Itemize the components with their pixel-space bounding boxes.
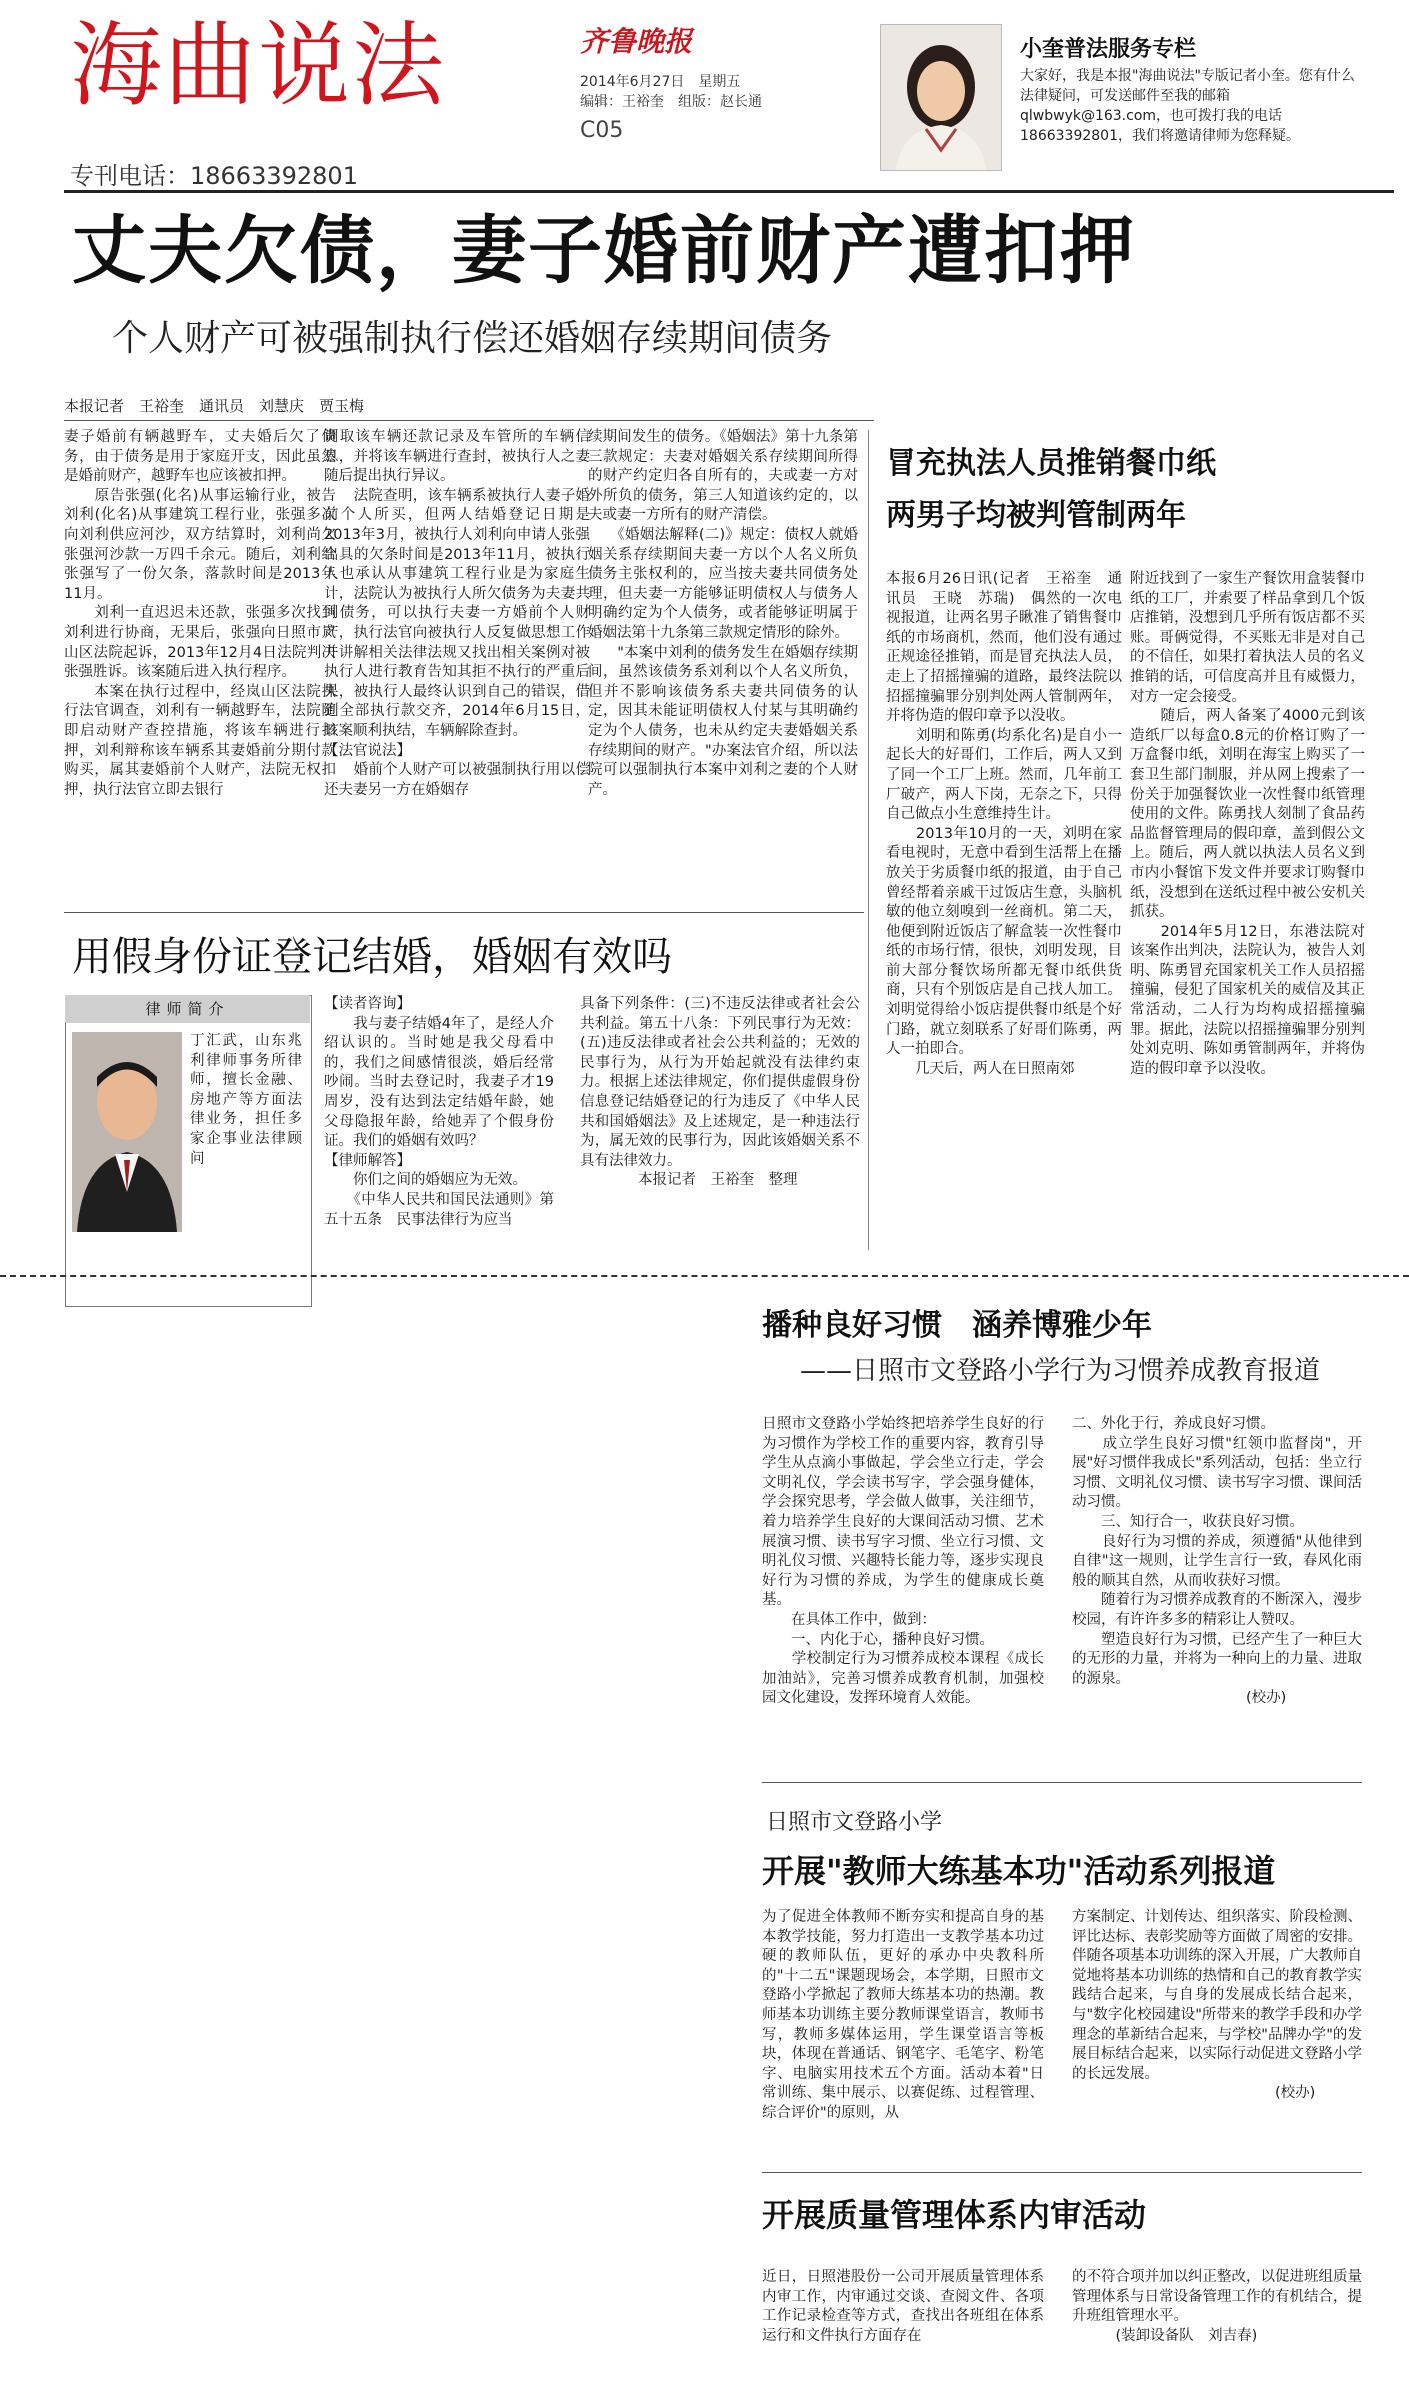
story2-headline-1: 冒充执法人员推销餐巾纸: [886, 446, 1216, 481]
column-intro: 大家好，我是本报"海曲说法"专版记者小奎。您有什么法律疑问，可发送邮件至我的邮箱qlwbwyk@163.com，也可拨打我的电话18663392801，我们将邀请律师为您释疑。: [1020, 68, 1355, 144]
lawyer-bio: 丁汇武，山东兆利律师事务所律师，擅长金融、房地产等方面法律业务，担任多家企事业法律顾问: [190, 1033, 302, 1167]
story3-column-1: 【读者咨询】 我与妻子结婚4年了，是经人介绍认识的。当时她是我父母看中的，我们之间感情很淡，婚后经常吵闹。当时去登记时，我妻子才19周岁，没有达到法定结婚年龄，她父母隐报年龄，给她弄了个假身份证。我们的婚姻有效吗？ 【律师解答】 你们之间的婚姻应为无效。 《中华人民共和国民法通则》第五十五条 民事法律行为应当: [324, 996, 554, 1228]
story6-column-1: 近日，日照港股份一公司开展质量管理体系内审工作，内审通过交谈、查阅文件、各项工作记录检查等方式，查找出各班组在体系运行和文件执行方面存在: [762, 2269, 1044, 2344]
lead-column-1: 妻子婚前有辆越野车，丈夫婚后欠了债务，由于债务是用于家庭开支，因此虽然是婚前财产，越野车也应该被扣押。 原告张强(化名)从事运输行业，被告刘利(化名)从事建筑工程行业，张强多次向刘利供应河沙，双方结算时，刘利尚欠张强河沙款一万四千余元。随后，刘利给张强写了一份欠条，落款时间是2013年11月。 刘利一直迟迟未还款，张强多次找到刘利进行协商，无果后，张强向日照市岚山区法院起诉，2013年12月4日法院判决张强胜诉。该案随后进入执行程序。 本案在执行过程中，经岚山区法院执行法官调查，刘利有一辆越野车，法院随即启动财产查控措施，将该车辆进行扣押，刘利辩称该车辆系其妻婚前分期付款购买，属其妻婚前个人财产，法院无权扣押，执行法官立即去银行: [64, 429, 336, 798]
lead-column-2: 调取该车辆还款记录及车管所的车辆信息，并将该车辆进行查封，被执行人之妻随后提出执行异议。 法院查明，该车辆系被执行人妻子婚前个人所买，但两人结婚登记日期是2013年3月，被执行人刘利向申请人张强出具的欠条时间是2013年11月，被执行人也承认从事建筑工程行业是为家庭生计，法院认为被执行人所欠债务为夫妻共同债务，可以执行夫妻一方婚前个人财产，执行法官向被执行人反复做思想工作并讲解相关法律法规又找出相关案例对被执行人进行教育告知其拒不执行的严重后果，被执行人最终认识到自己的错误，借到全部执行款交齐，2014年6月15日，该案顺利执结，车辆解除查封。 【法官说法】 婚前个人财产可以被强制执行用以偿还夫妻另一方在婚姻存: [324, 429, 590, 798]
story4-column-1: 日照市文登路小学始终把培养学生良好的行为习惯作为学校工作的重要内容，教育引导学生从点滴小事做起，学会坐立行走，学会文明礼仪，学会读书写字，学会强身健体，学会探究思考，学会做人做事，关注细节，着力培养学生良好的大课间活动习惯、艺术展演习惯、读书写字习惯、坐立行习惯、文明礼仪习惯、兴趣特长能力等，逐步实现良好行为习惯的养成，为学生的健康成长奠基。 在具体工作中，做到： 一、内化于心，播种良好习惯。 学校制定行为习惯养成校本课程《成长加油站》，完善习惯养成教育机制，加强校园文化建设，发挥环境育人效能。: [762, 1416, 1044, 1707]
newspaper-logo: 齐鲁晚报: [580, 25, 693, 58]
story2-divider: [868, 430, 869, 1250]
lead-subhead: 个人财产可被强制执行偿还婚姻存续期间债务: [112, 318, 833, 359]
story2-headline-2: 两男子均被判管制两年: [886, 498, 1186, 533]
column-title: 小奎普法服务专栏: [1020, 37, 1197, 62]
story6-rule: [762, 2172, 1362, 2173]
lead-rule: [64, 420, 874, 421]
story4-subhead: ——日照市文登路小学行为习惯养成教育报道: [800, 1356, 1321, 1386]
story3-column-2: 具备下列条件：(三)不违反法律或者社会公共利益。第五十八条：下列民事行为无效：(五)违反法律或者社会公共利益的；无效的民事行为，从行为开始起就没有法律约束力。根据上述法律规定，你们提供虚假身份信息登记结婚登记的行为违反了《中华人民共和国婚姻法》及上述规定，是一种违法行为，属无效的民事行为，因此该婚姻关系不具有法律效力。 本报记者 王裕奎 整理: [580, 996, 860, 1189]
story5-rule: [762, 1782, 1362, 1783]
header-rule: [64, 190, 1394, 193]
lawyer-photo: [72, 1032, 182, 1232]
story5-kicker: 日照市文登路小学: [766, 1810, 943, 1835]
story3-headline: 用假身份证登记结婚，婚姻有效吗: [72, 934, 672, 980]
page-number: C05: [580, 118, 624, 143]
issue-date: 2014年6月27日 星期五: [580, 74, 741, 90]
lead-headline: 丈夫欠债，妻子婚前财产遭扣押: [72, 208, 1136, 294]
lawyer-box-title: 律师简介: [65, 995, 310, 1023]
story2-column-1: 本报6月26日讯(记者 王裕奎 通讯员 王晓 苏瑞) 偶然的一次电视报道，让两名男子瞅准了销售餐巾纸的市场商机，然而，他们没有通过正规途径推销，而是冒充执法人员，走上了招摇撞骗的道路，最终法院以招摇撞骗罪分别判处两人管制两年，并将伪造的假印章予以没收。 刘明和陈勇(均系化名)是自小一起长大的好哥们，工作后，两人又到了同一个工厂上班。然而，几年前工厂破产，两人下岗，无奈之下，只得自己做点小生意维持生计。 2013年10月的一天，刘明在家看电视时，无意中看到生活帮上在播放关于劣质餐巾纸的报道，由于自己曾经帮着亲戚干过饭店生意，头脑机敏的他立刻嗅到一丝商机。第二天，他便到附近饭店了解盒装一次性餐巾纸的市场行情，很快，刘明发现，目前大部分餐饮场所都无餐巾纸供货商，只有个别饭店是自己找人加工。刘明觉得给小饭店提供餐巾纸是个好门路，就立刻联系了好哥们陈勇，两人一拍即合。 几天后，两人在日照南郊: [886, 571, 1122, 1077]
story2-column-2: 附近找到了一家生产餐饮用盒装餐巾纸的工厂，并索要了样品拿到几个饭店推销，没想到几乎所有饭店都不买账。哥俩觉得，不买账无非是对自己的不信任，如果打着执法人员的名义推销的话，可信度高并且有威慑力，对方一定会接受。 随后，两人备案了4000元到该造纸厂以每盒0.8元的价格订购了一万盒餐巾纸，刘明在海宝上购买了一套卫生部门制服，并从网上搜索了一份关于加强餐饮业一次性餐巾纸管理使用的文件。陈勇找人刻制了食品药品监督管理局的假印章，盖到假公文上。随后，两人就以执法人员名义到市内小餐馆下发文件并要求订购餐巾纸，没想到在送纸过程中被公安机关抓获。 2014年5月12日，东港法院对该案作出判决，法院认为，被告人刘明、陈勇冒充国家机关工作人员招摇撞骗，侵犯了国家机关的威信及其正常活动，二人行为均构成招摇撞骗罪。据此，法院以招摇撞骗罪分别判处刘克明、陈如勇管制两年，并将伪造的假印章予以没收。: [1130, 571, 1365, 1077]
story5-column-1: 为了促进全体教师不断夯实和提高自身的基本教学技能，努力打造出一支教学基本功过硬的教师队伍，更好的承办中央教科所的"十二五"课题现场会，本学期，日照市文登路小学掀起了教师大练基本功的热潮。教师基本功训练主要分教师课堂语言，教师书写，教师多媒体运用，学生课堂语言等板块，体现在普通话、钢笔字、毛笔字、粉笔字、电脑实用技术五个方面。活动本着"日常训练、集中展示、以赛促练、过程管理、综合评价"的原则，从: [762, 1909, 1044, 2121]
lead-byline: 本报记者 王裕奎 通讯员 刘慧庆 贾玉梅: [64, 397, 365, 415]
story3-rule: [64, 912, 864, 913]
story4-headline: 播种良好习惯 涵养博雅少年: [762, 1308, 1152, 1343]
story6-column-2: 的不符合项并加以纠正整改，以促进班组质量管理体系与日常设备管理工作的有机结合，提升班组管理水平。 (装卸设备队 刘吉春): [1072, 2269, 1362, 2344]
masthead-title: 海曲说法: [70, 12, 447, 119]
story6-headline: 开展质量管理体系内审活动: [762, 2196, 1147, 2234]
story4-column-2: 二、外化于行，养成良好习惯。 成立学生良好习惯"红领巾监督岗"，开展"好习惯伴我成长"系列活动，包括：坐立行习惯、文明礼仪习惯、读书写字习惯、课间活动习惯。 三、知行合一，收获良好习惯。 良好行为习惯的养成，须遵循"从他律到自律"这一规则，让学生言行一致，春风化雨般的顺其自然，从而收获好习惯。 随着行为习惯养成教育的不断深入，漫步校园，有许许多多的精彩让人赞叹。 塑造良好行为习惯，已经产生了一种巨大的无形的力量，并将为一种向上的力量、进取的源泉。 (校办): [1072, 1416, 1362, 1707]
editors: 编辑：王裕奎 组版：赵长通: [580, 94, 762, 110]
story5-column-2: 方案制定、计划传达、组织落实、阶段检测、评比达标、表彰奖励等方面做了周密的安排。伴随各项基本功训练的深入开展，广大教师自觉地将基本功训练的热情和自己的教育教学实践结合起来，与自身的发展成长结合起来，与"数字化校园建设"所带来的教学手段和办学理念的革新结合起来，与学校"品牌办学"的发展目标结合起来，以实际行动促进文登路小学的长远发展。 (校办): [1072, 1909, 1362, 2102]
reporter-photo: [880, 24, 1002, 171]
story5-headline: 开展"教师大练基本功"活动系列报道: [762, 1852, 1276, 1890]
section-divider: [0, 1275, 1409, 1277]
lead-column-3: 续期间发生的债务。《婚姻法》第十九条第三款规定：夫妻对婚姻关系存续期间所得的财产约定归各自所有的，夫或妻一方对外所负的债务，第三人知道该约定的，以夫或妻一方所有的财产清偿。 《婚姻法解释(二)》规定：债权人就婚姻关系存续期间夫妻一方以个人名义所负债务主张权利的，应当按夫妻共同债务处理，但夫妻一方能够证明债权人与债务人明确约定为个人债务，或者能够证明属于婚姻法第十九条第三款规定情形的除外。 "本案中刘利的债务发生在婚姻存续期间，虽然该债务系刘利以个人名义所负，但并不影响该债务系夫妻共同债务的认定，因其未能证明债权人付某与其明确约定为个人债务，也未从约定夫妻婚姻关系存续期间的财产。"办案法官介绍，所以法院可以强制执行本案中刘利之妻的个人财产。: [588, 429, 858, 798]
hotline: 专刊电话：18663392801: [70, 162, 358, 190]
